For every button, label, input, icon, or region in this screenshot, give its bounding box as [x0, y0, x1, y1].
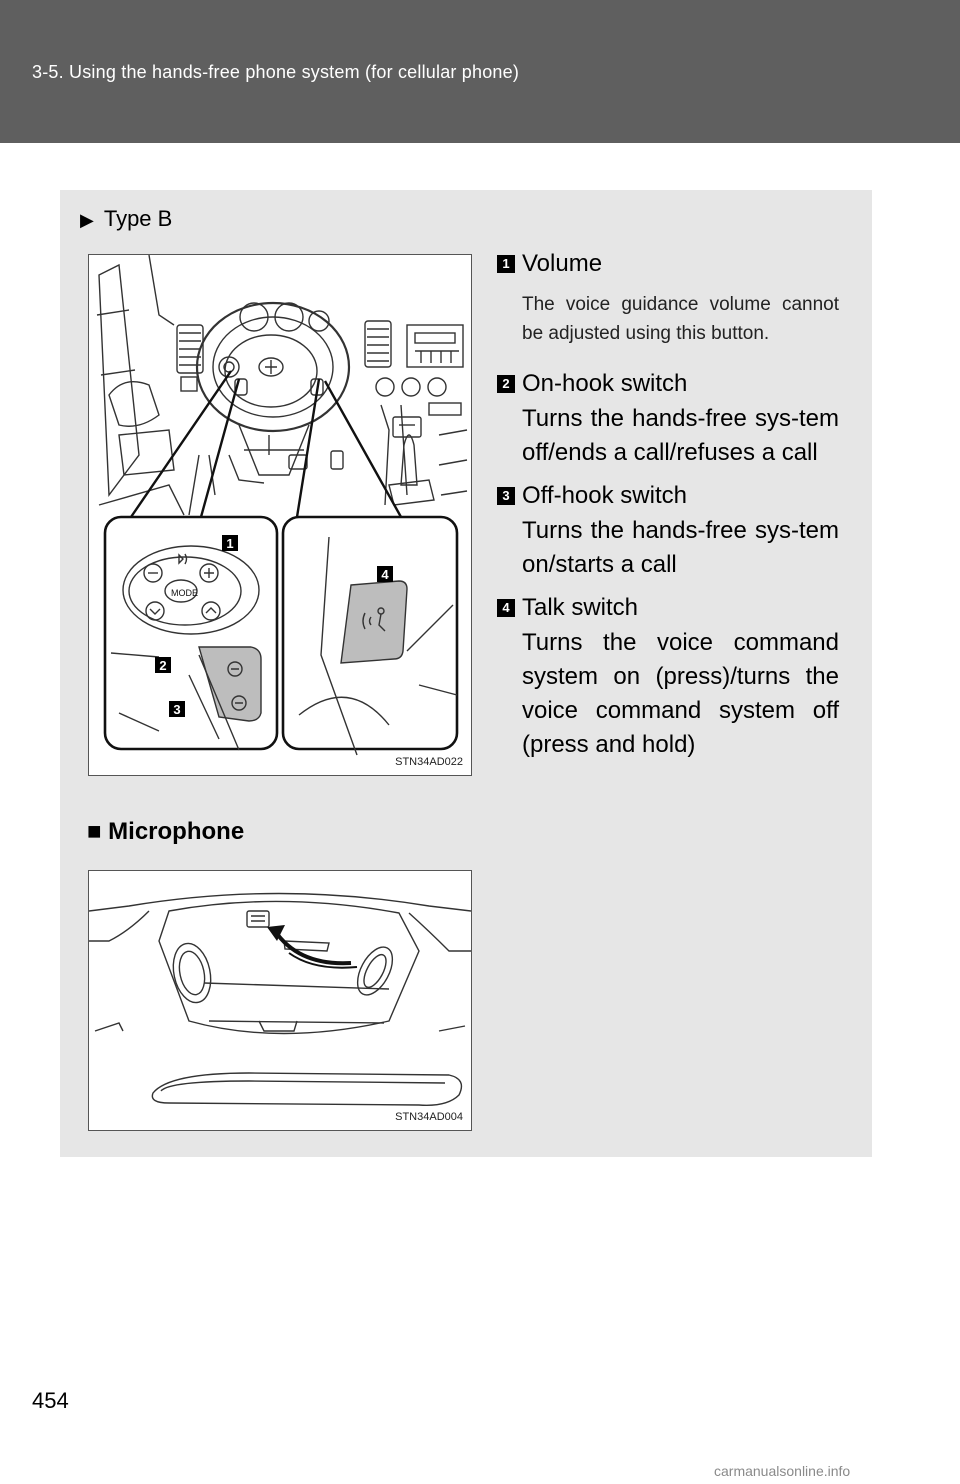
item-description: The voice guidance volume cannot be adjusted using this button. [522, 294, 839, 344]
item-number: 1 [497, 255, 515, 273]
page-header [0, 0, 960, 143]
microphone-heading: ■ Microphone [87, 818, 245, 845]
watermark: carmanualsonline.info [714, 1463, 851, 1479]
list-item [497, 248, 839, 358]
callout-2: 2 [159, 658, 167, 673]
overhead-console-drawing [89, 871, 471, 1130]
page-number: 454 [32, 1388, 69, 1413]
list-item [497, 368, 839, 470]
figure-code: STN34AD022 [395, 756, 463, 768]
item-description: Turns the hands-free sys-tem off/ends a call/refuses a call [522, 405, 839, 466]
steering-wheel-drawing [89, 255, 471, 775]
callout-3: 3 [173, 702, 181, 717]
list-item [497, 592, 839, 762]
microphone-illustration [88, 870, 472, 1131]
item-number: 4 [497, 599, 515, 617]
item-number: 2 [497, 375, 515, 393]
figure-code: STN34AD004 [395, 1111, 463, 1123]
play-arrow-icon: ▶ [80, 210, 94, 230]
callout-4: 4 [381, 567, 389, 582]
callout-1: 1 [226, 536, 234, 551]
item-title: On-hook switch [522, 370, 688, 397]
item-title: Volume [522, 250, 603, 277]
mode-label: MODE [171, 588, 198, 598]
section-title: 3-5. Using the hands-free phone system (for cellular phone) [32, 62, 520, 82]
item-title: Talk switch [522, 594, 639, 621]
type-heading-label: Type B [103, 206, 173, 231]
switch-descriptions [497, 248, 839, 772]
item-description: Turns the voice command system on (press)/turns the voice command system off (press and hold) [522, 629, 839, 758]
item-description: Turns the hands-free sys-tem on/starts a call [522, 517, 839, 578]
type-heading [80, 206, 172, 232]
item-number: 3 [497, 487, 515, 505]
item-title: Off-hook switch [522, 482, 687, 509]
list-item [497, 480, 839, 582]
steering-wheel-illustration [88, 254, 472, 776]
